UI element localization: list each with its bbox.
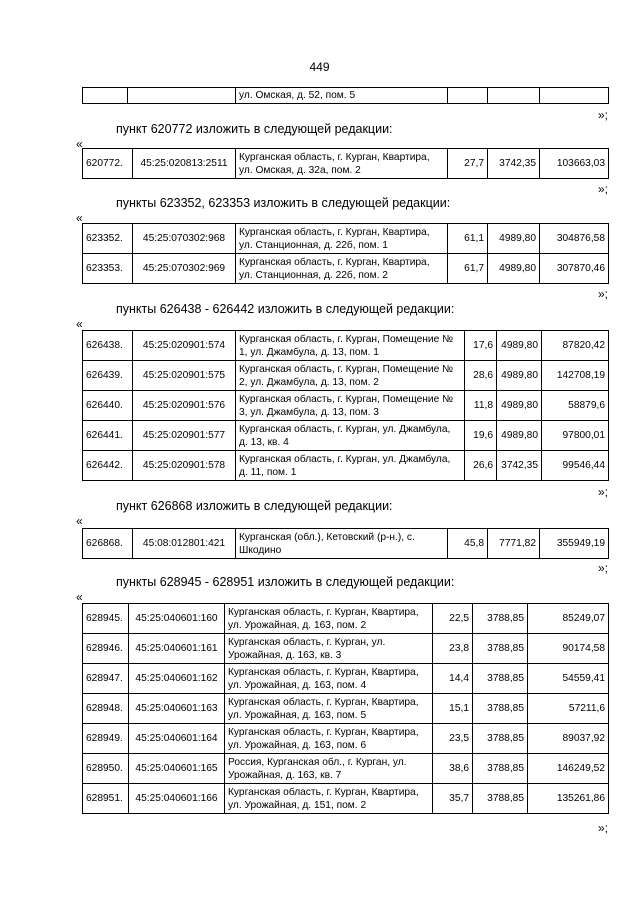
address-cell: Курганская область, г. Курган, ул. Урожайная, д. 163, кв. 3: [225, 634, 433, 664]
address-cell: Курганская область, г. Курган, Квартира, ул. Омская, д. 32а, пом. 2: [236, 149, 448, 179]
address-cell: Курганская область, г. Курган, Помещение № 3, ул. Джамбула, д. 13, пом. 3: [236, 391, 465, 421]
value-cell: 54559,41: [528, 664, 609, 694]
rate-cell: 3788,85: [473, 664, 528, 694]
address-cell: Курганская область, г. Курган, Квартира, ул. Урожайная, д. 163, пом. 5: [225, 694, 433, 724]
quote-close: »;: [597, 821, 608, 835]
table-row: [83, 224, 609, 254]
area-cell: 28,6: [465, 361, 497, 391]
row-number: 626442.: [83, 451, 133, 481]
area-cell: 14,4: [433, 664, 473, 694]
rate-cell: 3742,35: [488, 149, 540, 179]
table-row: [83, 361, 609, 391]
address-cell: ул. Омская, д. 52, пом. 5: [236, 88, 448, 104]
value-cell: 304876,58: [540, 224, 609, 254]
rate-cell: 3788,85: [473, 604, 528, 634]
area-cell: 15,1: [433, 694, 473, 724]
row-number: 626440.: [83, 391, 133, 421]
area-cell: 17,6: [465, 331, 497, 361]
area-cell: 38,6: [433, 754, 473, 784]
rate-cell: 4989,80: [497, 331, 542, 361]
value-cell: 57211,6: [528, 694, 609, 724]
table-row: [83, 421, 609, 451]
table-row: [83, 604, 609, 634]
quote-close: »;: [597, 182, 608, 196]
section-table: [82, 528, 609, 559]
row-number: 628948.: [83, 694, 129, 724]
cadastral-number: 45:25:020901:578: [133, 451, 236, 481]
rate-cell: 4989,80: [497, 421, 542, 451]
area-cell: 19,6: [465, 421, 497, 451]
value-cell: 355949,19: [540, 529, 609, 559]
row-number: 628950.: [83, 754, 129, 784]
address-cell: Россия, Курганская обл., г. Курган, ул. Урожайная, д. 163, кв. 7: [225, 754, 433, 784]
address-cell: Курганская область, г. Курган, Квартира, ул. Урожайная, д. 163, пом. 2: [225, 604, 433, 634]
section-heading: пункты 628945 - 628951 изложить в следующей редакции:: [116, 575, 455, 589]
area-cell: 61,7: [448, 254, 488, 284]
value-cell: 103663,03: [540, 149, 609, 179]
table-row: [83, 451, 609, 481]
table-row: [83, 149, 609, 179]
row-number: 623352.: [83, 224, 133, 254]
rate-cell: 3788,85: [473, 784, 528, 814]
row-number: 628951.: [83, 784, 129, 814]
value-cell: 58879,6: [542, 391, 609, 421]
cadastral-number: 45:25:020901:574: [133, 331, 236, 361]
section-table: [82, 603, 609, 814]
value-cell: 307870,46: [540, 254, 609, 284]
address-cell: Курганская (обл.), Кетовский (р-н.), с. Шкодино: [236, 529, 448, 559]
address-cell: Курганская область, г. Курган, Квартира, ул. Станционная, д. 22б, пом. 1: [236, 224, 448, 254]
row-number: 628947.: [83, 664, 129, 694]
row-number: 626441.: [83, 421, 133, 451]
table-row: [83, 634, 609, 664]
section-heading: пункт 626868 изложить в следующей редакции:: [116, 499, 393, 513]
table-row: [83, 754, 609, 784]
cadastral-number: 45:25:040601:160: [129, 604, 225, 634]
address-cell: Курганская область, г. Курган, Квартира, ул. Урожайная, д. 151, пом. 2: [225, 784, 433, 814]
row-number: 626439.: [83, 361, 133, 391]
table-row: [83, 784, 609, 814]
section-table: [82, 223, 609, 284]
address-cell: Курганская область, г. Курган, Помещение № 2, ул. Джамбула, д. 13, пом. 2: [236, 361, 465, 391]
cadastral-number: 45:25:040601:166: [129, 784, 225, 814]
quote-open: «: [76, 137, 83, 151]
rate-cell: 4989,80: [488, 224, 540, 254]
address-cell: Курганская область, г. Курган, ул. Джамбула, д. 13, кв. 4: [236, 421, 465, 451]
row-number: 628945.: [83, 604, 129, 634]
quote-close: »;: [597, 287, 608, 301]
area-cell: 27,7: [448, 149, 488, 179]
table-row: [83, 664, 609, 694]
quote-close: »;: [597, 561, 608, 575]
cadastral-number: 45:25:020901:577: [133, 421, 236, 451]
value-cell: 146249,52: [528, 754, 609, 784]
cadastral-number: 45:25:020901:575: [133, 361, 236, 391]
section-table: [82, 148, 609, 179]
row-number: 628946.: [83, 634, 129, 664]
area-cell: 23,5: [433, 724, 473, 754]
cadastral-number: 45:25:040601:165: [129, 754, 225, 784]
rate-cell: 4989,80: [497, 361, 542, 391]
value-cell: 142708,19: [542, 361, 609, 391]
cadastral-number: 45:25:070302:968: [133, 224, 236, 254]
row-number: 623353.: [83, 254, 133, 284]
value-cell: 85249,07: [528, 604, 609, 634]
value-cell: 97800,01: [542, 421, 609, 451]
rate-cell: 3788,85: [473, 754, 528, 784]
cadastral-number: 45:25:040601:164: [129, 724, 225, 754]
quote-close: »;: [597, 485, 608, 499]
page-number: 449: [309, 60, 330, 74]
table-row: [83, 724, 609, 754]
area-cell: 45,8: [448, 529, 488, 559]
address-cell: Курганская область, г. Курган, Квартира, ул. Урожайная, д. 163, пом. 4: [225, 664, 433, 694]
area-cell: 61,1: [448, 224, 488, 254]
area-cell: 26,6: [465, 451, 497, 481]
row-number: 626438.: [83, 331, 133, 361]
cadastral-number: 45:25:040601:163: [129, 694, 225, 724]
rate-cell: 4989,80: [488, 254, 540, 284]
area-cell: 22,5: [433, 604, 473, 634]
cadastral-number: 45:25:020813:2511: [133, 149, 236, 179]
rate-cell: 4989,80: [497, 391, 542, 421]
table-row: [83, 88, 609, 104]
quote-close: »;: [597, 108, 608, 122]
address-cell: Курганская область, г. Курган, Помещение № 1, ул. Джамбула, д. 13, пом. 1: [236, 331, 465, 361]
address-cell: Курганская область, г. Курган, Квартира, ул. Станционная, д. 22б, пом. 2: [236, 254, 448, 284]
area-cell: 35,7: [433, 784, 473, 814]
row-number: 620772.: [83, 149, 133, 179]
rate-cell: 3788,85: [473, 634, 528, 664]
row-number: 628949.: [83, 724, 129, 754]
row-number: 626868.: [83, 529, 133, 559]
table-row: [83, 331, 609, 361]
quote-open: «: [76, 514, 83, 528]
address-cell: Курганская область, г. Курган, Квартира, ул. Урожайная, д. 163, пом. 6: [225, 724, 433, 754]
value-cell: 90174,58: [528, 634, 609, 664]
table-row: [83, 391, 609, 421]
area-cell: 23,8: [433, 634, 473, 664]
rate-cell: 3788,85: [473, 724, 528, 754]
rate-cell: 3742,35: [497, 451, 542, 481]
rate-cell: 3788,85: [473, 694, 528, 724]
value-cell: 89037,92: [528, 724, 609, 754]
top-fragment-table: [82, 87, 609, 104]
quote-open: «: [76, 590, 83, 604]
value-cell: 135261,86: [528, 784, 609, 814]
section-heading: пункты 626438 - 626442 изложить в следующей редакции:: [116, 302, 455, 316]
table-row: [83, 254, 609, 284]
table-row: [83, 694, 609, 724]
table-row: [83, 529, 609, 559]
value-cell: 87820,42: [542, 331, 609, 361]
quote-open: «: [76, 317, 83, 331]
cadastral-number: 45:08:012801:421: [133, 529, 236, 559]
address-cell: Курганская область, г. Курган, ул. Джамбула, д. 11, пом. 1: [236, 451, 465, 481]
rate-cell: 7771,82: [488, 529, 540, 559]
cadastral-number: 45:25:070302:969: [133, 254, 236, 284]
area-cell: 11,8: [465, 391, 497, 421]
quote-open: «: [76, 211, 83, 225]
value-cell: 99546,44: [542, 451, 609, 481]
cadastral-number: 45:25:040601:162: [129, 664, 225, 694]
section-heading: пункт 620772 изложить в следующей редакции:: [116, 122, 393, 136]
section-table: [82, 330, 609, 481]
section-heading: пункты 623352, 623353 изложить в следующей редакции:: [116, 196, 451, 210]
cadastral-number: 45:25:040601:161: [129, 634, 225, 664]
cadastral-number: 45:25:020901:576: [133, 391, 236, 421]
